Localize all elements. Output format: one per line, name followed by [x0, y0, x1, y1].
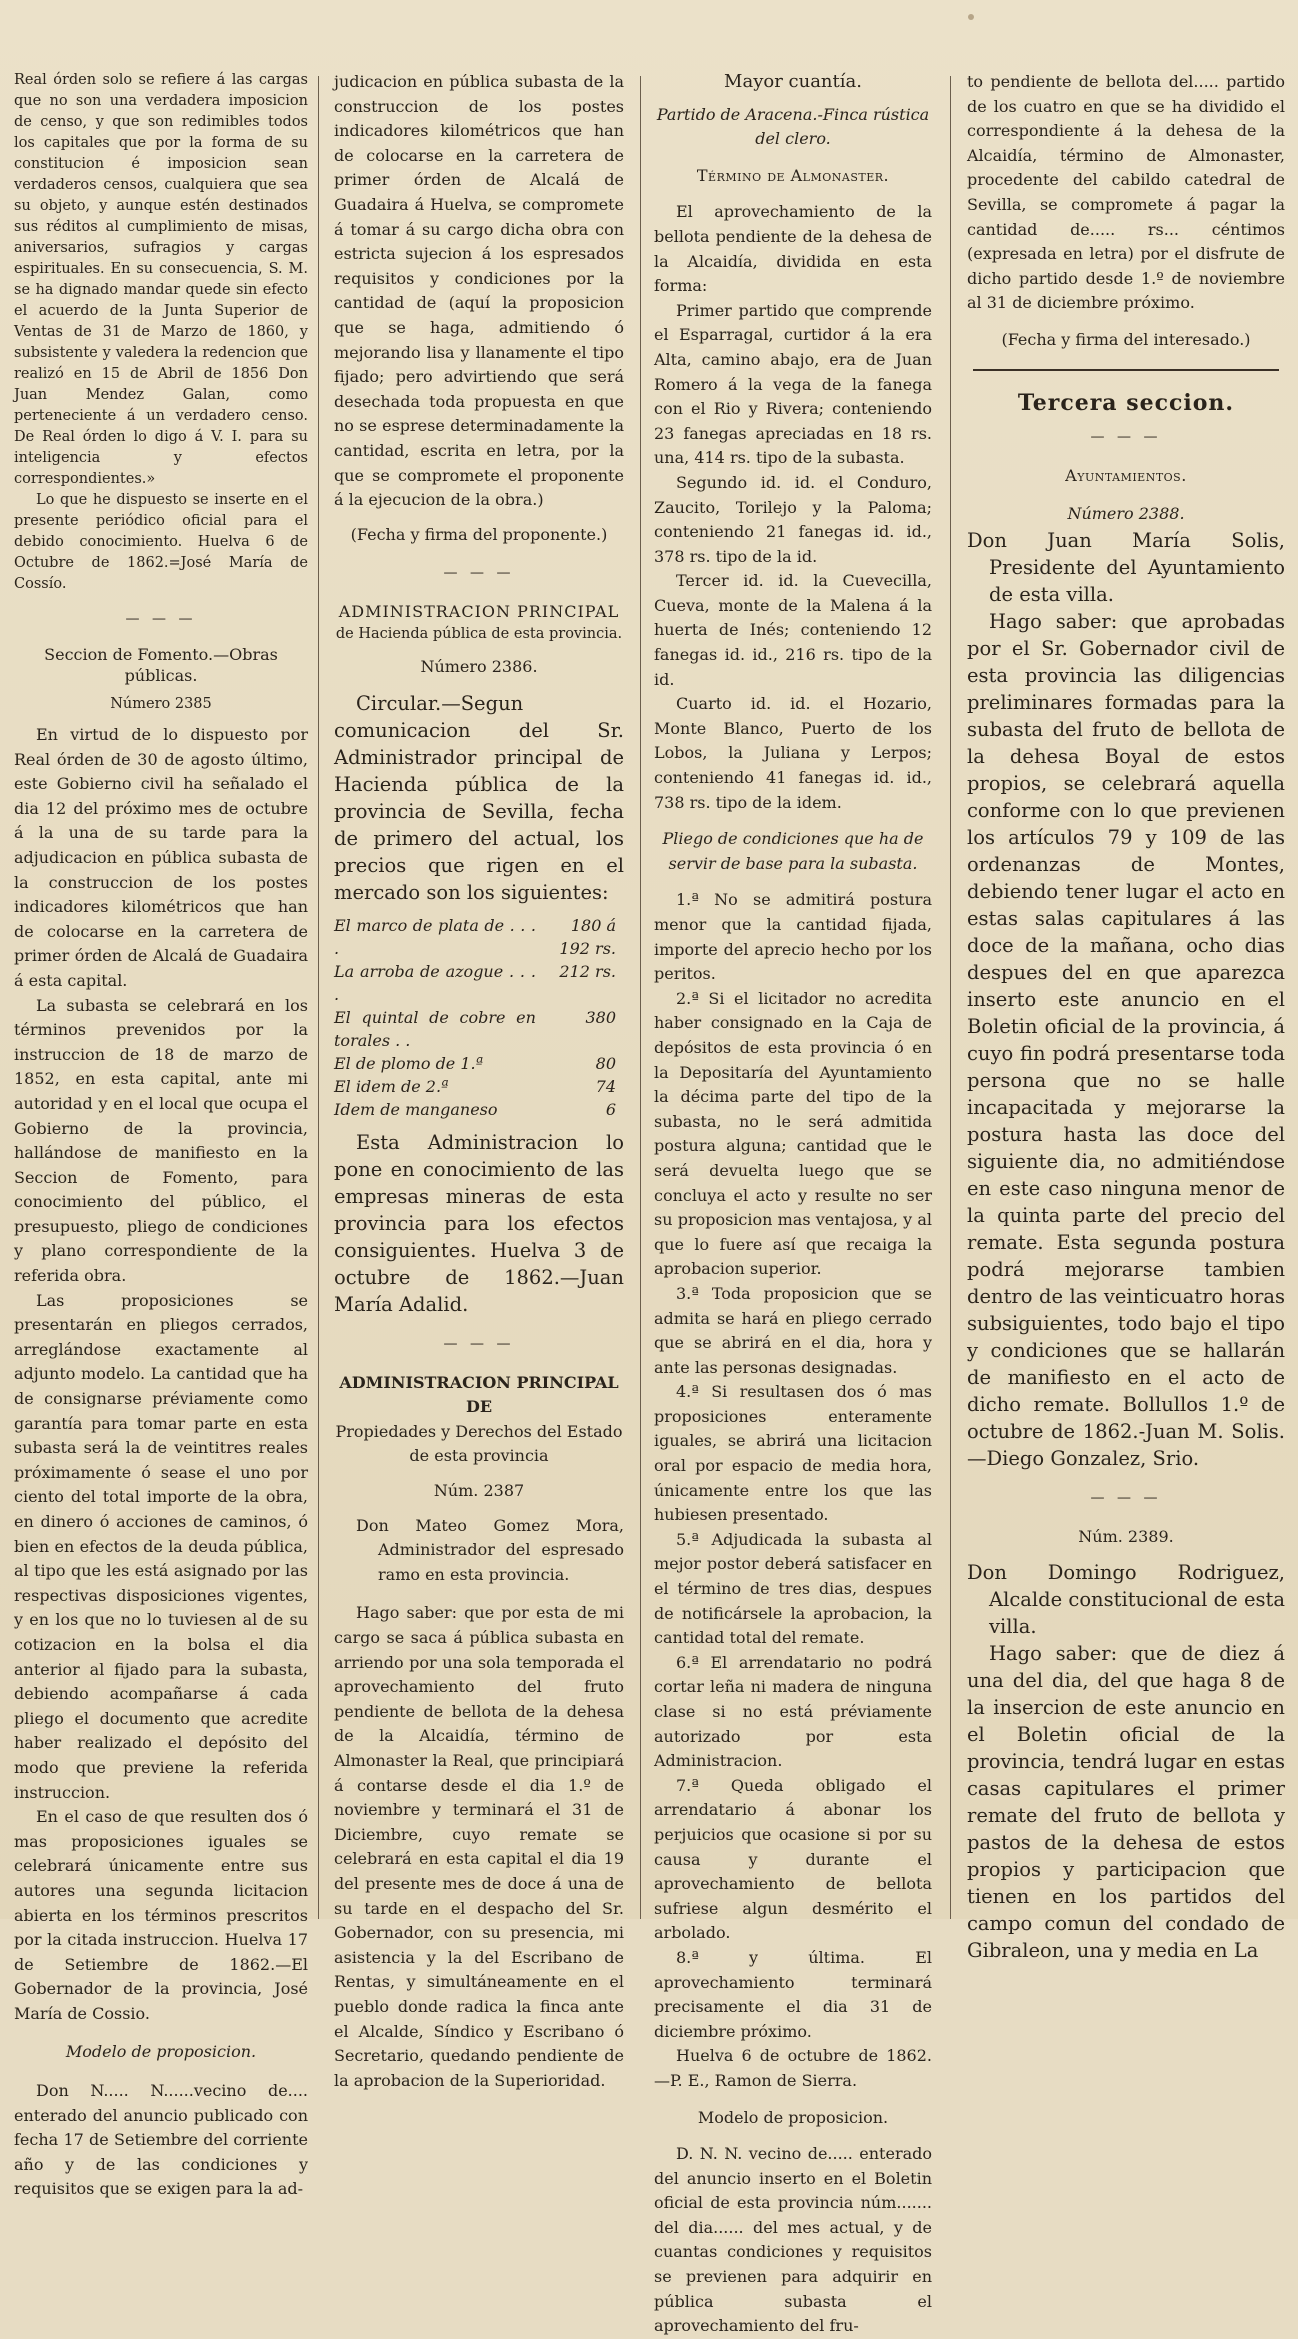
column-3 — [654, 70, 932, 2336]
separator: — — — — [1090, 1489, 1162, 1506]
paragraph: En el caso de que resulten dos ó mas proposiciones iguales se celebrará únicamente entre sus autores una segunda licitacion abierta en los términos prescritos por la citada instruccion. Huelva 17 de Setiembre de 1862.—El Gobernador de la provincia, José María de Cossio. — [14, 1807, 308, 2023]
price-value: 212 rs. — [559, 962, 616, 982]
paragraph: Lo que he dispuesto se inserte en el presente periódico oficial para el debido conocimiento. Huelva 6 de Octubre de 1862.=José María de Cossío. — [14, 492, 308, 592]
price-row — [334, 960, 624, 1006]
paragraph: Primer partido que comprende el Esparragal, curtidor á la era Alta, camino abajo, era de Juan Romero á la vega de la fanega con el Rio y Rivera; conteniendo 23 fanegas apreciadas en 18 rs. una, 414 rs. tipo de la subasta. — [654, 300, 932, 468]
price-label: Idem de manganeso — [334, 1100, 498, 1120]
office-subtitle: Propiedades y Derechos del Estado de esta provincia — [335, 1421, 623, 1466]
notice-number: Número 2388. — [1067, 504, 1185, 524]
paragraph: Segundo id. id. el Conduro, Zaucito, Torilejo y la Paloma; conteniendo 21 fanegas id. id., 378 rs. tipo de la id. — [654, 472, 932, 566]
price-row — [334, 1052, 624, 1075]
price-table — [334, 914, 624, 1121]
conditions-heading: Pliego de condiciones que ha de servir de base para la subasta. — [662, 829, 924, 873]
paragraph: Hago saber: que aprobadas por el Sr. Gobernador civil de esta provincia las diligencias preliminares formadas para la subasta del fruto de bellota de la dehesa Boyal de estos propios, se celebrará aquella conforme con lo que previenen los artículos 79 y 109 de las ordenanzas de Montes, debiendo tener lugar el acto en estas salas capitulares á las doce de la mañana, ocho dias despues del en que aparezca inserto este anuncio en el Boletin oficial de la provincia, á cuyo fin podrá presentarse toda persona que no se halle incapacitada y mejorarse la postura hasta las doce del siguiente dia, no admitiéndose en este caso ninguna menor de la quinta parte del precio del remate. Esta segunda postura podrá mejorarse tambien dentro de las veinticuatro horas subsiguientes, todo bajo el tipo y condiciones que se hallarán de manifiesto en el acto de dicho remate. Bollullos 1.º de octubre de 1862.-Juan M. Solis.—Diego Gonzalez, Srio. — [967, 609, 1285, 1470]
paragraph: Don N..... N......vecino de.... enterado del anuncio publicado con fecha 17 de Setiembre del corriente año y de las condiciones y requisitos que se exigen para la ad- — [14, 2081, 308, 2199]
paragraph: judicacion en pública subasta de la construccion de los postes indicadores kilométricos que han de colocarse en la carretera de primer órden de Alcalá de Guadaira á Huelva, se compromete á tomar á su cargo dicha obra con estricta sujecion á los espresados requisitos y condiciones por la cantidad de (aquí la proposicion que se haga, admitiendo ó mejorando lisa y llanamente el tipo fijado; pero advirtiendo que será desechada toda propuesta en que no se esprese determinadamente la cantidad, escrita en letra, por la que se compromete el proponente á la ejecucion de la obra.) — [334, 72, 624, 510]
paragraph: Cuarto id. id. el Hozario, Monte Blanco, Puerto de los Lobos, la Juliana y Lerpos; conteniendo 41 fanegas id. id., 738 rs. tipo de la idem. — [654, 694, 932, 812]
separator: — — — — [125, 611, 197, 627]
model-heading: Modelo de proposicion. — [65, 2042, 257, 2062]
paragraph: Real órden solo se refiere á las cargas que no son una verdadera imposicion de censo, y que son redimibles todos los capitales que por la forma de su constitucion é imposicion sean verdaderos censos, cualquiera que sea su objeto, y aunque estén destinados sus réditos al cumplimiento de misas, aniversarios, sufragios y cargas espirituales. En su consecuencia, S. M. se ha dignado mandar quede sin efecto el acuerdo de la Junta Superior de Ventas de 31 de Marzo de 1860, y subsistente y valedera la redencion que realizó en 15 de Abril de 1856 Don Juan Mendez Galan, como perteneciente á un verdadero censo. De Real órden lo digo á V. I. para su inteligencia y efectos correspondientes.» — [14, 72, 308, 487]
paragraph: Hago saber: que de diez á una del dia, del que haga 8 de la insercion de este anuncio en el Boletin oficial de la provincia, tendrá lugar en estas casas capitulares el primer remate del fruto de bellota y pastos de la dehesa de estos propios y participacion que tienen en los partidos del campo comun del condado de Gibraleon, una y media en La — [967, 1642, 1285, 1963]
signature-line: (Fecha y firma del interesado.) — [1001, 329, 1251, 349]
price-label: El marco de plata de . . . . — [334, 916, 536, 959]
paragraph: Hago saber: que por esta de mi cargo se saca á pública subasta en arriendo por una sola temporada el aprovechamiento del fruto pendiente de bellota de la dehesa de la Alcaidía, término de Almonaster la Real, que principiará á contarse desde el dia 1.º de noviembre y terminará el 31 de Diciembre, cuyo remate se celebrará en esta capital el dia 19 del presente mes de doce á una de su tarde en el despacho del Sr. Gobernador, con su presencia, mi asistencia y la del Escribano de Rentas, y simultáneamente en el pueblo donde radica la finca ante el Alcalde, Síndico y Escribano ó Secretario, quedando pendiente de la aprobacion de la Superioridad. — [334, 1603, 624, 2090]
heading: Mayor cuantía. — [724, 71, 862, 92]
separator: — — — — [443, 1336, 515, 1353]
section-heading: Tercera seccion. — [1017, 389, 1235, 416]
notice-number: Número 2386. — [420, 657, 538, 677]
office-title: ADMINISTRACION PRINCIPAL — [338, 601, 620, 621]
notice-number: Núm. 2389. — [1078, 1526, 1174, 1546]
price-value: 380 — [585, 1008, 616, 1028]
price-value: 6 — [605, 1100, 616, 1120]
price-label: El idem de 2.ª — [334, 1077, 449, 1097]
condition-item: 7.ª Queda obligado el arrendatario á abonar los perjuicios que ocasione si por su causa y durante el aprovechamiento de bellota sufriese algun desmérito el arbolado. — [654, 1775, 932, 1943]
condition-item: 8.ª y última. El aprovechamiento terminará precisamente el dia 31 de diciembre próximo. — [654, 1947, 932, 2041]
price-row — [334, 1098, 624, 1121]
column-rule — [318, 76, 319, 1919]
price-row — [334, 914, 624, 960]
section-title: Seccion de Fomento.—Obras públicas. — [44, 645, 278, 685]
notice-number: Número 2385 — [110, 696, 212, 712]
paragraph: to pendiente de bellota del..... partido de los cuatro en que se ha dividido el correspondiente á la dehesa de la Alcaidía, término de Almonaster, procedente del cabildo catedral de Sevilla, se compromete á pagar la cantidad de..... rs... céntimos (expresada en letra) por el disfrute de dicho partido desde 1.º de noviembre al 31 de diciembre próximo. — [967, 72, 1285, 313]
price-value: 180 á 192 rs. — [559, 916, 616, 959]
paragraph: D. N. N. vecino de..... enterado del anuncio inserto en el Boletin oficial de esta provincia núm....... del dia...... del mes actual, y de cuantas condiciones y requisitos se previenen para adquirir en pública subasta el aprovechamiento del fru- — [654, 2144, 932, 2336]
notice-number: Núm. 2387 — [433, 1481, 525, 1501]
subheading: Ayuntamientos. — [1065, 465, 1187, 485]
paragraph: Las proposiciones se presentarán en pliegos cerrados, arreglándose exactamente al adjunto modelo. La cantidad que ha de consignarse préviamente como garantía para tomar parte en esta subasta será la de veintitres reales próximamente ó sease el uno por ciento del total importe de la obra, en dinero ó acciones de caminos, ó bien en efectos de la deuda pública, al tipo que les está asignado por las respectivas disposiciones vigentes, y en los que no lo tuviesen al de su cotizacion en la bolsa el dia anterior al fijado para la subasta, debiendo acompañarse á cada pliego el documento que acredite haber realizado el depósito del modo que previene la referida instruccion. — [14, 1290, 308, 1802]
paragraph: Esta Administracion lo pone en conocimiento de las empresas mineras de esta provincia para los efectos consiguientes. Huelva 3 de octubre de 1862.—Juan María Adalid. — [334, 1131, 624, 1317]
price-label: El quintal de cobre en torales . . — [334, 1008, 536, 1051]
price-label: La arroba de azogue . . . . — [334, 962, 536, 1005]
condition-item: 2.ª Si el licitador no acredita haber consignado en la Caja de depósitos de esta provincia ó en la Depositaría del Ayuntamiento la décima parte del tipo de la subasta, no le será admitida postura alguna; cantidad que le será devuelta luego que se concluya el acto y resulte no ser su proposicion mas ventajosa, y al que lo fuere así que recaiga la aprobacion superior. — [654, 988, 932, 1279]
model-heading: Modelo de proposicion. — [697, 2107, 889, 2127]
column-rule — [640, 76, 641, 1919]
official-name: Don Mateo Gomez Mora, Administrador del espresado ramo en esta provincia. — [356, 1515, 624, 1584]
condition-item: 5.ª Adjudicada la subasta al mejor postor deberá satisfacer en el término de tres dias, despues de notificársele la aprobacion, la cantidad total del remate. — [654, 1529, 932, 1648]
official-name: Don Domingo Rodriguez, Alcalde constitucional de esta villa. — [967, 1561, 1285, 1639]
column-1 — [14, 70, 308, 2199]
condition-item: 4.ª Si resultasen dos ó mas proposiciones enteramente iguales, se abrirá una licitacion oral por espacio de media hora, únicamente entre los que las hubiesen presentado. — [654, 1382, 932, 1525]
paragraph: En virtud de lo dispuesto por Real órden de 30 de agosto último, este Gobierno civil ha señalado el dia 12 del próximo mes de octubre á la una de su tarde para la adjudicacion en pública subasta de la construccion de los postes indicadores kilométricos que han de colocarse en la carretera de primer órden de Alcalá de Guadaira á esta capital. — [14, 725, 308, 990]
office-title: ADMINISTRACION PRINCIPAL DE — [339, 1372, 619, 1417]
official-name: Don Juan María Solis, Presidente del Ayuntamiento de esta villa. — [967, 528, 1285, 606]
paragraph: La subasta se celebrará en los términos prevenidos por la instruccion de 18 de marzo de 1852, en esta capital, ante mi autoridad y en el local que ocupa el Gobierno de la provincia, hallándose de manifiesto en la Seccion de Fomento, para conocimiento del público, el presupuesto, pliego de condiciones y plano correspondiente de la referida obra. — [14, 995, 308, 1286]
column-2 — [334, 70, 624, 2090]
date-signature: Huelva 6 de octubre de 1862.—P. E., Ramon de Sierra. — [654, 2046, 932, 2090]
column-rule — [950, 76, 951, 1919]
paragraph: El aprovechamiento de la bellota pendiente de la dehesa de la Alcaidía, dividida en esta forma: — [654, 202, 932, 296]
ink-spot — [968, 14, 974, 20]
condition-item: 6.ª El arrendatario no podrá cortar leña ni madera de ninguna clase si no está préviamente autorizado por esta Administracion. — [654, 1652, 932, 1771]
price-label: El de plomo de 1.ª — [334, 1054, 484, 1074]
paragraph: Tercer id. id. la Cuevecilla, Cueva, monte de la Malena á la huerta de Inés; conteniendo 12 fanegas id. id., 216 rs. tipo de la id. — [654, 571, 932, 689]
price-value: 80 — [595, 1054, 616, 1074]
condition-item: 1.ª No se admitirá postura menor que la cantidad fijada, importe del aprecio hecho por los peritos. — [654, 890, 932, 984]
separator: — — — — [1090, 429, 1162, 446]
price-row — [334, 1006, 624, 1052]
subheading: Partido de Aracena.-Finca rústica del clero. — [656, 104, 930, 149]
price-value: 74 — [595, 1077, 616, 1097]
price-row — [334, 1075, 624, 1098]
office-subtitle: de Hacienda pública de esta provincia. — [335, 626, 623, 643]
separator: — — — — [443, 565, 515, 582]
signature-line: (Fecha y firma del proponente.) — [350, 524, 608, 544]
circular-text: Circular.—Segun comunicacion del Sr. Administrador principal de Hacienda pública de la provincia de Sevilla, fecha de primero del actual, los precios que rigen en el mercado son los siguientes: — [334, 692, 624, 905]
subheading: Término de Almonaster. — [696, 165, 890, 185]
condition-item: 3.ª Toda proposicion que se admita se hará en pliego cerrado que se abrirá en el dia, hora y ante las personas designadas. — [654, 1283, 932, 1377]
column-4 — [967, 70, 1285, 1963]
